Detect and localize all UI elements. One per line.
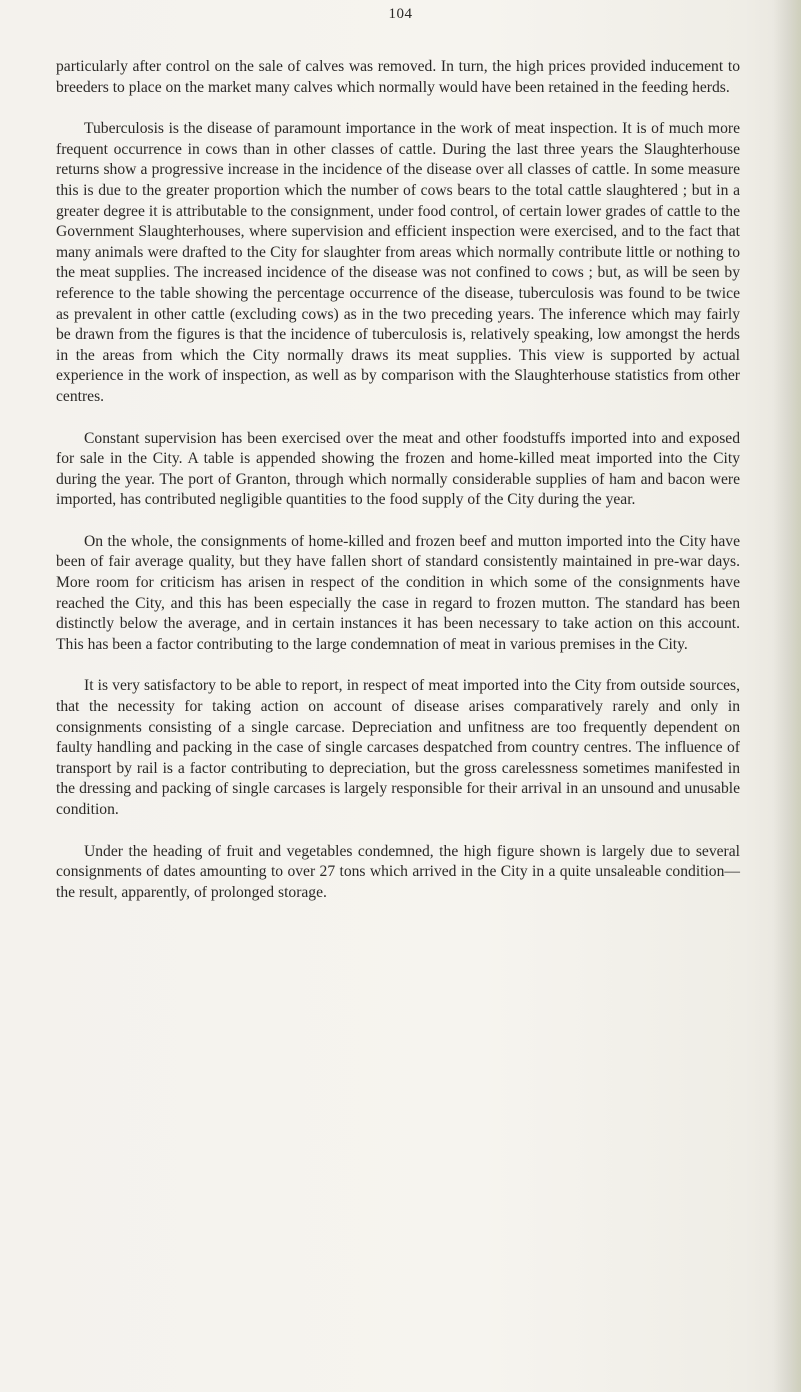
paragraph-5: It is very satisfactory to be able to report, in respect of meat imported into the City from outside sources, that the necessity for taking action on account of disease arises comparatively rarely and only in consignments consisting of a single carcase. Depreciation and unfitness are too frequently dependent on faulty handling and packing in the case of single carcases despatched from country centres. The influence of transport by rail is a factor contributing to depreciation, but the gross carelessness sometimes manifested in the dressing and packing of single carcases is largely responsible for their arrival in an unsound and unusable condition. [56, 677, 740, 818]
paragraph-1: particularly after control on the sale of calves was removed. In turn, the high prices provided inducement to breeders to place on the market many calves which normally would have been retained in the feeding herds. [56, 58, 740, 96]
paragraph-4: On the whole, the consignments of home-killed and frozen beef and mutton imported into the City have been of fair average quality, but they have fallen short of standard consistently maintained in pre-war days. More room for criticism has arisen in respect of the condition in which some of the consignments have reached the City, and this has been especially the case in regard to frozen mutton. The standard has been distinctly below the average, and in certain instances it has been necessary to take action on this account. This has been a factor contributing to the large condemnation of meat in various premises in the City. [56, 532, 740, 653]
paragraph-2: Tuberculosis is the disease of paramount importance in the work of meat inspection. It is of much more frequent occurrence in cows than in other classes of cattle. During the last three years the Slaughterhouse returns show a progressive increase in the incidence of the disease over all classes of cattle. In some measure this is due to the greater proportion which the number of cows bears to the total cattle slaughtered ; but in a greater degree it is attributable to the consignment, under food control, of certain lower grades of cattle to the Government Slaughterhouses, where supervision and efficient inspection were exercised, and to the fact that many animals were drafted to the City for slaughter from areas which normally contribute little or nothing to the meat supplies. The increased incidence of the disease was not confined to cows ; but, as will be seen by reference to the table showing the percentage occurrence of the disease, tuberculosis was found to be twice as prevalent in other cattle (excluding cows) as in the two preceding years. The inference which may fairly be drawn from the figures is that the incidence of tuberculosis is, relatively speaking, low amongst the herds in the areas from which the City normally draws its meat supplies. This view is supported by actual experience in the work of inspection, as well as by comparison with the Slaughterhouse statistics from other centres. [56, 120, 740, 405]
paragraph-6: Under the heading of fruit and vegetables condemned, the high figure shown is largely due to several consignments of dates amounting to over 27 tons which arrived in the City in a quite unsaleable condition—the result, apparently, of prolonged storage. [56, 842, 740, 901]
body-text [56, 57, 740, 924]
paragraph-3: Constant supervision has been exercised over the meat and other foodstuffs imported into and exposed for sale in the City. A table is appended showing the frozen and home-killed meat imported into the City during the year. The port of Granton, through which normally considerable supplies of ham and bacon were imported, has contributed negligible quantities to the food supply of the City during the year. [56, 429, 740, 509]
page-number: 104 [388, 6, 413, 22]
page-edge-shadow [773, 0, 801, 1392]
